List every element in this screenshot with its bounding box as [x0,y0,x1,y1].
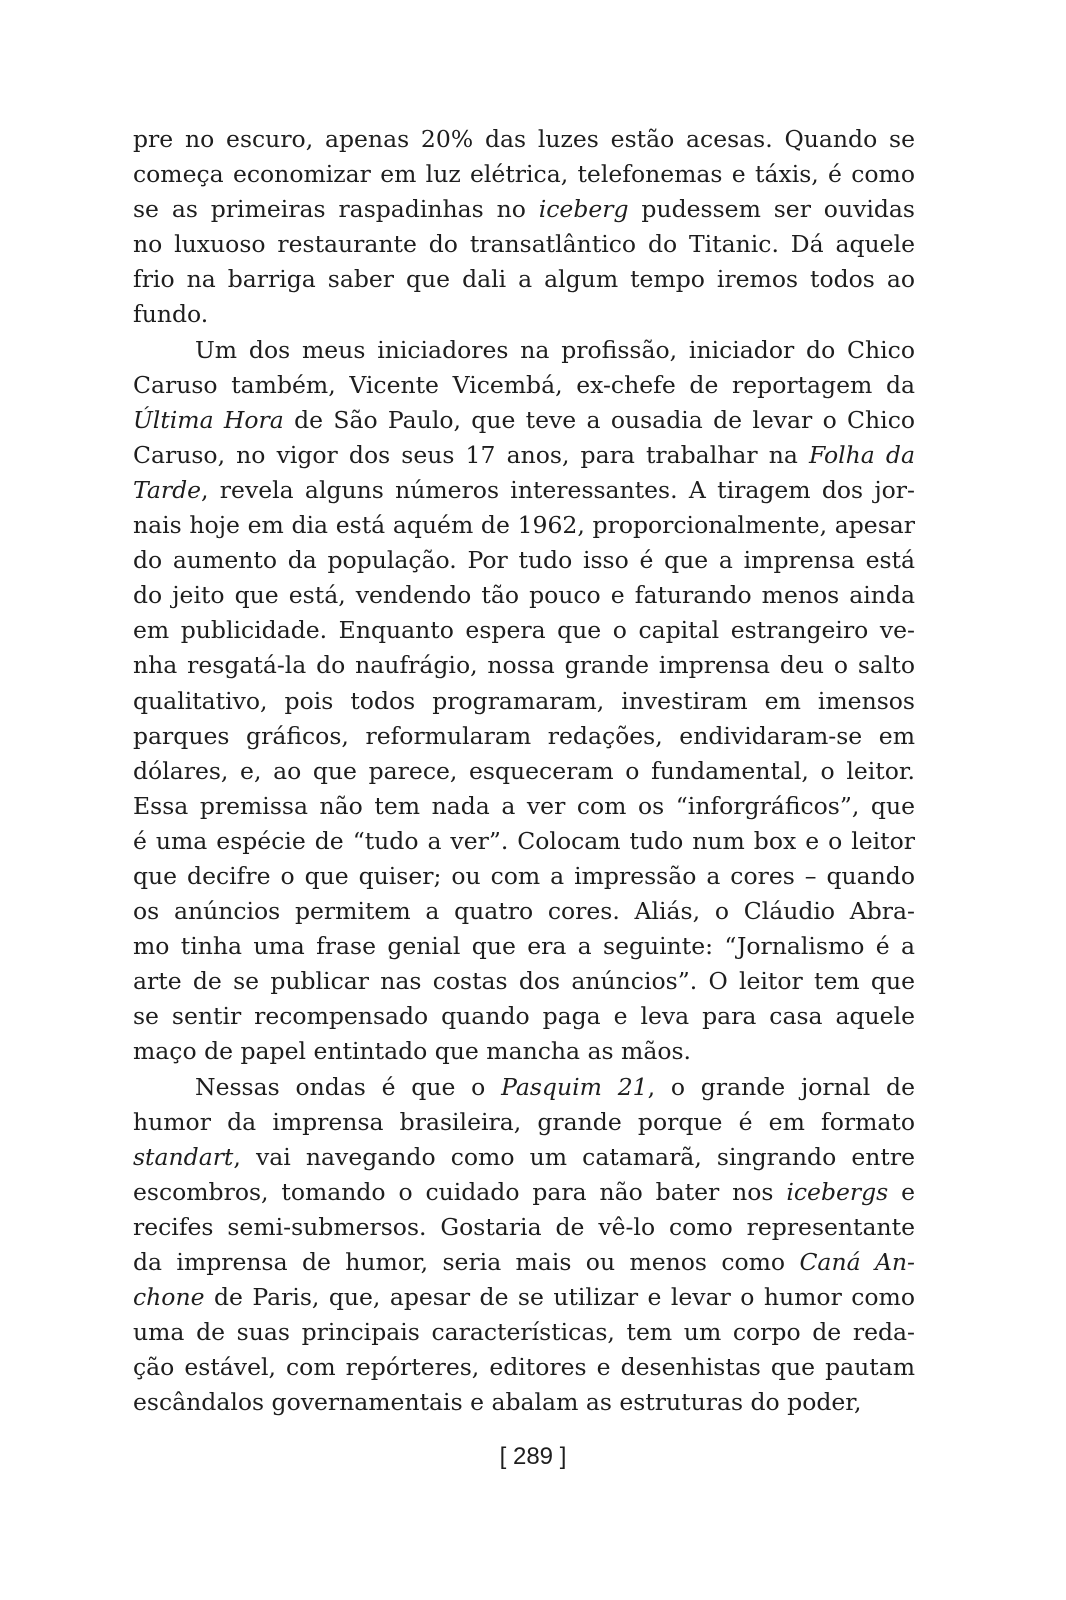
text-run: do jeito que está, vendendo tão pouco e faturando menos ainda [133,581,915,610]
text-run: pudessem ser ouvidas [628,195,915,224]
text-line [133,578,915,613]
text-line [133,227,915,262]
text-run: uma de suas principais características, tem um corpo de reda- [133,1318,915,1347]
text-line [133,262,915,297]
text-line [133,1105,915,1140]
text-run: Caruso também, Vicente Vicembá, ex-chefe de reportagem da [133,370,915,399]
text-run: que decifre o que quiser; ou com a impressão a cores – quando [133,861,915,890]
text-run: é uma espécie de “tudo a ver”. Colocam tudo num box e o leitor [133,826,915,855]
text-line [133,368,915,403]
text-run: do aumento da população. Por tudo isso é que a imprensa está [133,546,915,575]
text-line [133,894,915,929]
text-line [133,1140,915,1175]
text-line [133,157,915,192]
text-line [133,684,915,719]
italic-text: chone [133,1283,205,1312]
text-run: pre no escuro, apenas 20% das luzes estão acesas. Quando se [133,125,915,153]
text-line [133,648,915,683]
text-line [133,824,915,859]
text-line [133,789,915,824]
text-run: frio na barriga saber que dali a algum tempo iremos todos ao [133,265,915,294]
text-run: , revela alguns números interessantes. A tiragem dos jor- [201,475,915,504]
text-run: se as primeiras raspadinhas no [133,195,539,224]
text-line [133,1070,915,1105]
italic-text: standart [133,1142,234,1171]
text-line [133,929,915,964]
italic-text: icebergs [786,1177,889,1206]
text-run: e [888,1177,915,1206]
text-run: , vai navegando como um catamarã, singrando entre [233,1142,915,1171]
text-line [133,543,915,578]
text-line [133,508,915,543]
text-run: nais hoje em dia está aquém de 1962, proporcionalmente, apesar [133,511,915,540]
text-line [133,754,915,789]
text-line [133,192,915,227]
text-run: Essa premissa não tem nada a ver com os “inforgráficos”, que [133,791,915,820]
text-run: no luxuoso restaurante do transatlântico do Titanic. Dá aquele [133,230,915,259]
text-run: começa economizar em luz elétrica, telefonemas e táxis, é como [133,160,915,189]
text-run: arte de se publicar nas costas dos anúncios”. O leitor tem que [133,967,915,996]
text-run: , o grande jornal de [647,1072,915,1101]
body-text [133,122,915,1420]
italic-text: iceberg [538,195,629,224]
text-run: escândalos governamentais e abalam as estruturas do poder, [133,1388,862,1417]
text-line [133,613,915,648]
italic-text: Pasquim 21 [501,1072,648,1101]
text-line [133,297,915,332]
text-run: Caruso, no vigor dos seus 17 anos, para trabalhar na [133,440,809,469]
text-run: ção estável, com repórteres, editores e desenhistas que pautam [133,1353,915,1382]
text-line [133,1245,915,1280]
text-run: maço de papel entintado que mancha as mãos. [133,1037,692,1066]
text-run: escombros, tomando o cuidado para não bater nos [133,1177,787,1206]
text-line [133,122,915,157]
text-run: os anúncios permitem a quatro cores. Aliás, o Cláudio Abra- [133,897,915,926]
italic-text: Última Hora [133,405,284,434]
paragraph [133,1070,915,1421]
text-run: qualitativo, pois todos programaram, investiram em imensos [133,686,915,715]
text-run: dólares, e, ao que parece, esqueceram o fundamental, o leitor. [133,756,915,785]
text-line [133,999,915,1034]
text-run: nha resgatá-la do naufrágio, nossa grande imprensa deu o salto [133,651,915,680]
text-run: parques gráficos, reformularam redações, endividaram-se em [133,721,915,750]
italic-text: Folha da [808,440,915,469]
text-run: de São Paulo, que teve a ousadia de levar o Chico [283,405,915,434]
italic-text: Caná An- [799,1248,916,1276]
italic-text: Tarde [133,475,202,504]
text-run: em publicidade. Enquanto espera que o capital estrangeiro ve- [133,616,915,645]
text-line [133,1350,915,1385]
text-run: de Paris, que, apesar de se utilizar e levar o humor como [204,1283,915,1312]
text-run: recifes semi-submersos. Gostaria de vê-lo como representante [133,1212,915,1241]
text-line [133,719,915,754]
text-line [133,1210,915,1245]
text-line [133,1280,915,1315]
text-line [133,964,915,999]
text-run: da imprensa de humor, seria mais ou menos como [133,1248,800,1276]
text-line [133,403,915,438]
text-line [133,333,915,368]
text-run: fundo. [133,300,209,329]
text-line [133,859,915,894]
text-line [133,1315,915,1350]
paragraph [133,122,915,333]
text-line [133,438,915,473]
text-line [133,473,915,508]
text-line [133,1385,915,1420]
text-run: humor da imprensa brasileira, grande porque é em formato [133,1107,915,1136]
text-run: se sentir recompensado quando paga e leva para casa aquele [133,1002,915,1031]
text-line [133,1175,915,1210]
text-run: Um dos meus iniciadores na profissão, iniciador do Chico [195,335,915,364]
paragraph [133,333,915,1070]
text-line [133,1034,915,1069]
text-run: mo tinha uma frase genial que era a seguinte: “Jornalismo é a [133,932,915,961]
text-run: Nessas ondas é que o [195,1072,502,1101]
page-number: [ 289 ] [499,1443,567,1470]
